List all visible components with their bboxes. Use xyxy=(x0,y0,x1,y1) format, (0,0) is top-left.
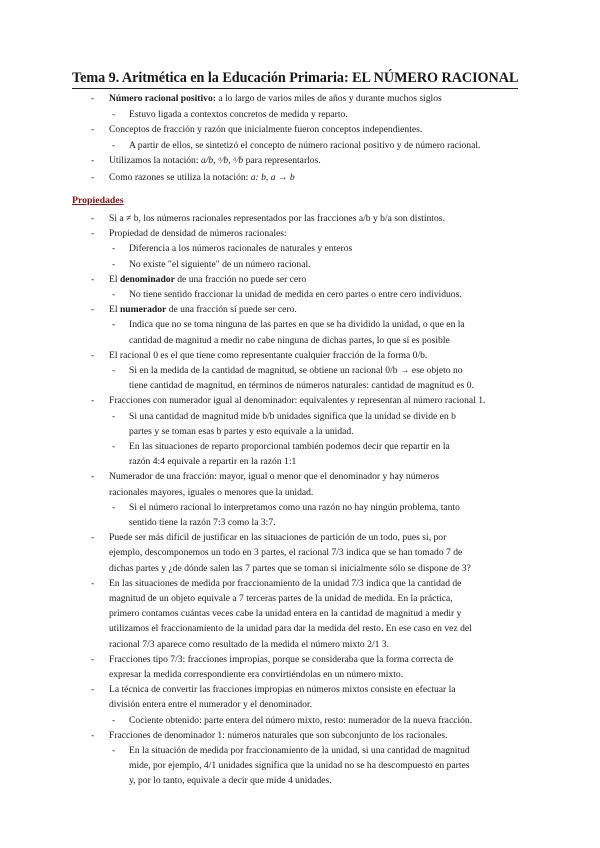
page-title: Tema 9. Aritmética en la Educación Primaria: EL NÚMERO RACIONAL xyxy=(72,70,518,89)
property-line: Si el número racional lo interpretamos como una razón no hay ningún problema, tanto xyxy=(129,501,460,513)
intro-line-1: Número racional positivo: a lo largo de varios miles de años y durante muchos siglos xyxy=(109,93,442,104)
property-line: Fracciones tipo 7/3: fracciones impropias, porque se consideraba que la forma correcta de xyxy=(109,653,454,665)
bullet-dash: - xyxy=(112,258,116,270)
property-line: cantidad de magnitud a medir no cabe ninguna de dichas partes, lo que sí es posible xyxy=(129,334,450,346)
bullet-dash: - xyxy=(91,653,95,665)
property-line: Puede ser más difícil de justificar en las situaciones de partición de un todo, pues si, por xyxy=(109,532,447,544)
property-line: Si en la medida de la cantidad de magnitud, se obtiene un racional 0/b → ese objeto no xyxy=(129,365,463,376)
intro-line-1-sub: Estuvo ligada a contextos concretos de medida y reparto. xyxy=(129,109,348,120)
bullet-dash: - xyxy=(91,577,95,589)
bullet-dash: - xyxy=(91,213,95,224)
property-line: La técnica de convertir las fracciones impropias en números mixtos consiste en efectuar la xyxy=(109,684,456,696)
bullet-dash: - xyxy=(91,228,95,240)
property-line: expresar la medida correspondiente era convirtiéndolas en un número mixto. xyxy=(109,669,404,680)
bullet-dash: - xyxy=(112,410,116,422)
bullet-dash: - xyxy=(112,714,116,726)
bullet-dash: - xyxy=(91,93,95,104)
bullet-dash: - xyxy=(91,349,95,361)
bullet-dash: - xyxy=(112,140,116,151)
property-line: Si a ≠ b, los números racionales representados por las fracciones a/b y b/a son distintos. xyxy=(109,213,445,224)
bullet-dash: - xyxy=(112,319,116,331)
bullet-dash: - xyxy=(91,729,95,741)
property-line: Fracciones con numerador igual al denominador: equivalentes y representan al número racional 1. xyxy=(109,395,486,407)
intro-line-2: Conceptos de fracción y razón que inicialmente fueron conceptos independientes. xyxy=(109,124,423,135)
property-line: En la situación de medida por fraccionamiento de la unidad, si una cantidad de magnitud xyxy=(129,745,470,756)
property-line: partes y se toman esas b partes y esto equivale a la unidad. xyxy=(129,425,354,437)
property-line: Propiedad de densidad de números racionales: xyxy=(109,228,287,240)
bullet-dash: - xyxy=(112,365,116,376)
bullet-dash: - xyxy=(91,155,95,166)
property-line: Fracciones de denominador 1: números naturales que son subconjunto de los racionales. xyxy=(109,729,448,741)
intro-line-4: Como razones se utiliza la notación: a: b, a → b xyxy=(109,172,295,183)
property-line: tiene cantidad de magnitud, en términos de números naturales: cantidad de magnitud es 0. xyxy=(129,380,475,392)
property-line: dichas partes y ¿de dónde salen las 7 partes que se toman si inicialmente sólo se dispone de 3? xyxy=(109,562,471,574)
bullet-dash: - xyxy=(91,532,95,544)
property-line: Si una cantidad de magnitud mide b/b unidades significa que la unidad se divide en b xyxy=(129,410,456,422)
property-line: No tiene sentido fraccionar la unidad de medida en cero partes o entre cero individuos. xyxy=(129,289,462,300)
property-line: El racional 0 es el que tiene como representante cualquier fracción de la forma 0/b. xyxy=(109,349,428,361)
property-line: utilizamos el fraccionamiento de la unidad para dar la medida del resto. En ese caso en vez del xyxy=(109,623,472,635)
bullet-dash: - xyxy=(112,441,116,452)
bullet-dash: - xyxy=(112,501,116,513)
property-line: El numerador de una fracción sí puede ser cero. xyxy=(109,304,297,316)
property-line: No existe "el siguiente" de un número racional. xyxy=(129,258,311,270)
section-heading: Propiedades xyxy=(72,195,124,206)
bullet-dash: - xyxy=(112,289,116,300)
property-line: mide, por ejemplo, 4/1 unidades significa que la unidad no se ha descompuesto en partes xyxy=(129,760,470,772)
intro-line-2-sub: A partir de ellos, se sintetizó el concepto de número racional positivo y de número racional. xyxy=(129,140,481,151)
bullet-dash: - xyxy=(112,243,116,255)
bullet-dash: - xyxy=(91,471,95,483)
property-line: El denominador de una fracción no puede ser cero xyxy=(109,273,307,285)
property-line: racionales mayores, iguales o menores que la unidad. xyxy=(109,486,314,498)
property-line: En las situaciones de medida por fraccionamiento de la unidad 7/3 indica que la cantidad de xyxy=(109,577,462,589)
property-line: sentido tiene la razón 7:3 como la 3:7. xyxy=(129,517,276,528)
property-line: primero contamos cuántas veces cabe la unidad entera en la cantidad de magnitud a medir y xyxy=(109,608,462,620)
bullet-dash: - xyxy=(91,273,95,285)
property-line: razón 4:4 equivale a repartir en la razón 1:1 xyxy=(129,456,297,468)
property-line: En las situaciones de reparto proporcional también podemos decir que repartir en la xyxy=(129,441,450,452)
bullet-dash: - xyxy=(112,745,116,756)
intro-line-3: Utilizamos la notación: a/b, ᵃ⁄b, ᵃ⁄b para representarlos. xyxy=(109,155,321,166)
property-line: Indica que no se toma ninguna de las partes en que se ha dividido la unidad, o que en la xyxy=(129,319,465,331)
property-line: división entera entre el numerador y el denominador. xyxy=(109,699,313,711)
property-line: magnitud de un objeto equivale a 7 terceras partes de la unidad de medida. En la práctica, xyxy=(109,593,453,604)
bullet-dash: - xyxy=(91,304,95,316)
property-line: Numerador de una fracción: mayor, igual o menor que el denominador y hay números xyxy=(109,471,439,483)
property-line: racional 7/3 aparece como resultado de la medida el número mixto 2/1 3. xyxy=(109,638,389,650)
bullet-dash: - xyxy=(91,684,95,696)
property-line: Cociente obtenido: parte entera del número mixto, resto: numerador de la nueva fracción. xyxy=(129,714,473,726)
bullet-dash: - xyxy=(91,172,95,183)
bullet-dash: - xyxy=(91,124,95,135)
bullet-dash: - xyxy=(112,109,116,120)
property-line: y, por lo tanto, equivale a decir que mide 4 unidades. xyxy=(129,775,332,787)
property-line: ejemplo, descomponemos un todo en 3 partes, el racional 7/3 indica que se han tomado 7 de xyxy=(109,547,463,559)
bullet-dash: - xyxy=(91,395,95,407)
property-line: Diferencia a los números racionales de naturales y enteros xyxy=(129,243,353,255)
